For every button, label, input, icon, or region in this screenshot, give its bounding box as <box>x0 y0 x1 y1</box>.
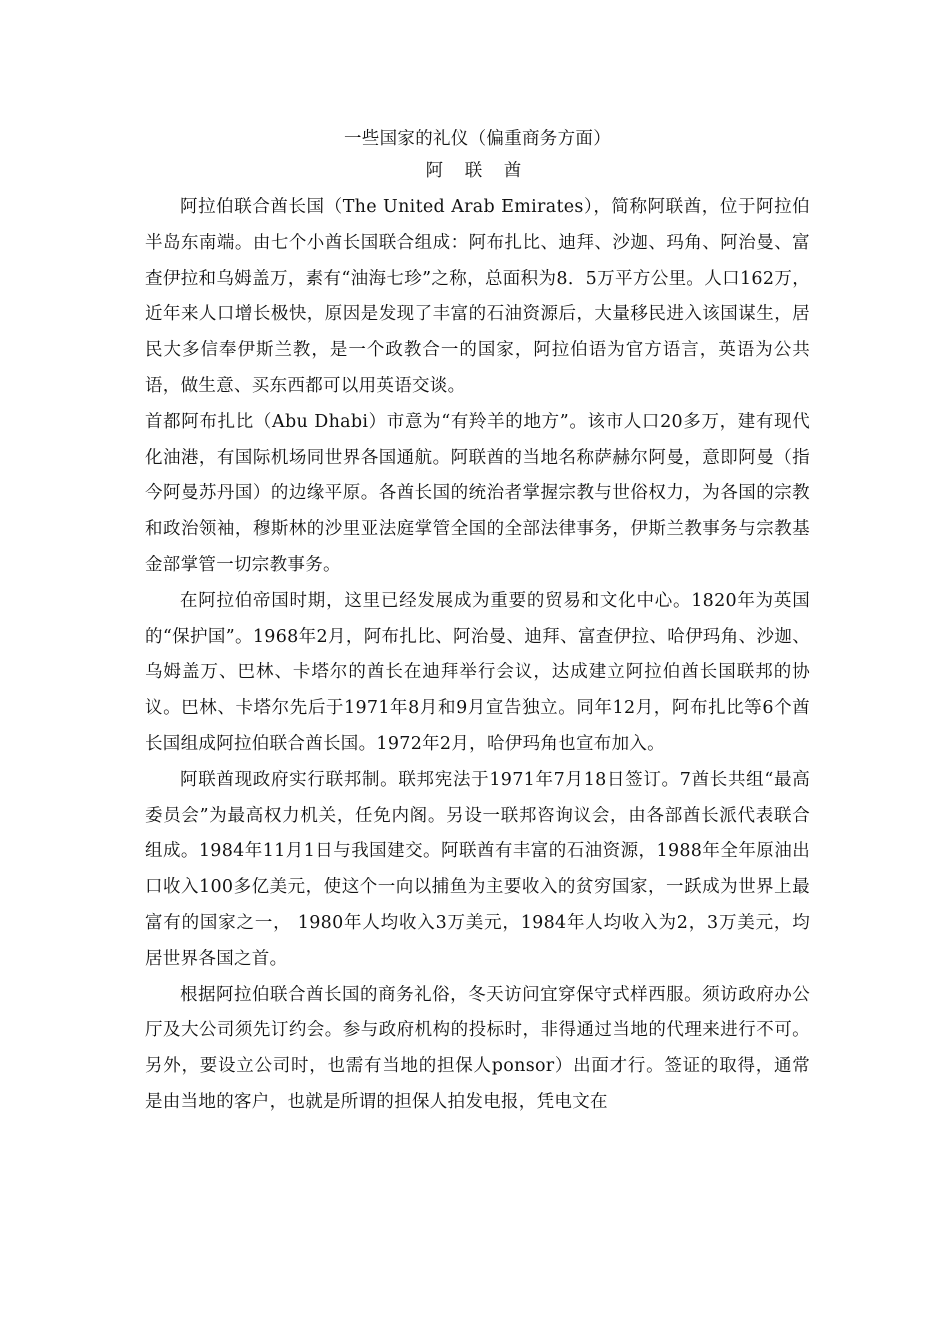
document-page <box>145 124 810 1121</box>
paragraph-capital: 首都阿布扎比（Abu Dhabi）市意为“有羚羊的地方”。该市人口20多万，建有现代化油港，有国际机场同世界各国通航。阿联酋的当地名称萨赫尔阿曼，意即阿曼（指今阿曼苏丹国）的边缘平原。各酋长国的统治者掌握宗教与世俗权力，为各国的宗教和政治领袖，穆斯林的沙里亚法庭掌管全国的全部法律事务，伊斯兰教事务与宗教基金部掌管一切宗教事务。 <box>145 411 810 575</box>
section-heading: 阿 联 酋 <box>425 161 530 181</box>
paragraph-government: 阿联酋现政府实行联邦制。联邦宪法于1971年7月18日签订。7酋长共组“最高委员会”为最高权力机关，任免内阁。另设一联邦咨询议会，由各部酋长派代表联合组成。1984年11月1日与我国建交。阿联酋有丰富的石油资源，1988年全年原油出口收入100多亿美元，使这个一向以捕鱼为主要收入的贫穷国家，一跃成为世界上最富有的国家之一， 1980年人均收入3万美元，1984年人均收入为2，3万美元，均居世界各国之首。 <box>145 769 810 969</box>
paragraph-history: 在阿拉伯帝国时期，这里已经发展成为重要的贸易和文化中心。1820年为英国的“保护国”。1968年2月，阿布扎比、阿治曼、迪拜、富查伊拉、哈伊玛角、沙迦、乌姆盖万、巴林、卡塔尔的酋长在迪拜举行会议，达成建立阿拉伯酋长国联邦的协议。巴林、卡塔尔先后于1971年8月和9月宣告独立。同年12月，阿布扎比等6个酋长国组成阿拉伯联合酋长国。1972年2月，哈伊玛角也宣布加入。 <box>145 590 810 754</box>
paragraph-business-etiquette: 根据阿拉伯联合酋长国的商务礼俗，冬天访问宜穿保守式样西服。须访政府办公厅及大公司须先订约会。参与政府机构的投标时，非得通过当地的代理来进行不可。另外，要设立公司时，也需有当地的担保人ponsor）出面才行。签证的取得，通常是由当地的客户，也就是所谓的担保人拍发电报，凭电文在 <box>145 984 810 1112</box>
paragraph-intro: 阿拉伯联合酋长国（The United Arab Emirates），简称阿联酋，位于阿拉伯半岛东南端。由七个小酋长国联合组成：阿布扎比、迪拜、沙迦、玛角、阿治曼、富查伊拉和乌姆盖万，素有“油海七珍”之称，总面积为8．5万平方公里。人口162万，近年来人口增长极快，原因是发现了丰富的石油资源后，大量移民进入该国谋生，居民大多信奉伊斯兰教，是一个政教合一的国家，阿拉伯语为官方语言，英语为公共语，做生意、买东西都可以用英语交谈。 <box>145 197 810 396</box>
document-title: 一些国家的礼仪（偏重商务方面） <box>344 129 611 149</box>
